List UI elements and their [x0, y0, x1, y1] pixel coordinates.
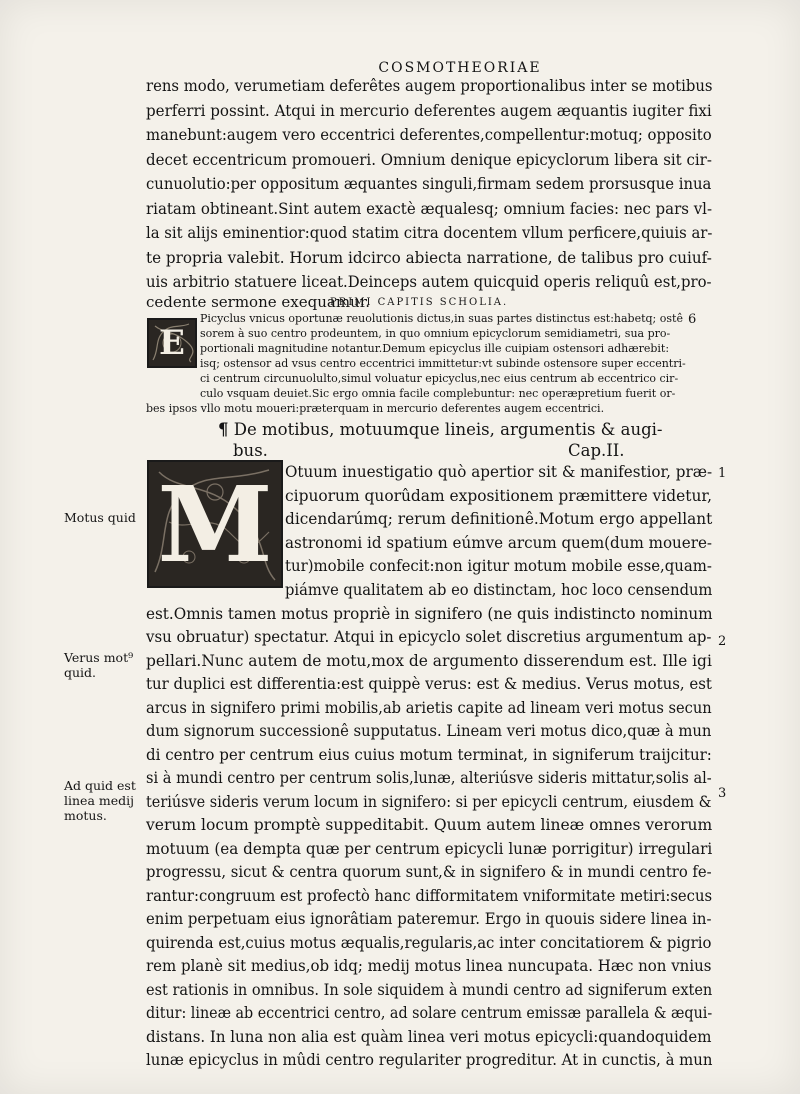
text-line: dicendarúmq; rerum definitionê.Motum ergo appellant — [285, 509, 713, 528]
scholia-line: sorem à suo centro prodeuntem, in quo omnium epicyclorum semidiametri, sua pro- — [200, 327, 671, 340]
scholia-line: isq; ostensor ad vsus centro eccentrici immittetur:vt subinde ostensore super eccentri- — [200, 357, 686, 370]
chapter-title — [218, 420, 663, 440]
text-line: vsu obruatur) spectatur. Atqui in epicyclo solet discretius argumentum ap- — [146, 627, 712, 646]
text-line: cunuolutio:per oppositum æquantes singuli,firmam sedem prorsusque inua — [146, 174, 712, 193]
decorated-initial-m — [147, 460, 283, 588]
chapter-label: Cap.II. — [568, 441, 625, 460]
margin-note-line: motus. — [64, 808, 107, 823]
pilcrow-icon: ¶ — [218, 420, 229, 439]
text-line: rem planè sit medius,ob idq; medij motus linea nuncupata. Hæc non vnius — [146, 956, 712, 975]
text-line: tur duplici est differentia:est quippè verus: est & medius. Verus motus, est — [146, 674, 712, 693]
text-line: Otuum inuestigatio quò apertior sit & manifestior, præ- — [285, 462, 713, 481]
running-header — [0, 60, 800, 76]
text-line: cedente sermone exequamur. — [146, 293, 370, 311]
text-line: te propria valebit. Horum idcirco abiecta narratione, de talibus pro cuiuf- — [146, 248, 712, 267]
text-line: progressu, sicut & centra quorum sunt,& in signifero & in mundi centro fe- — [146, 862, 712, 881]
text-line: enim perpetuam eius ignorâtiam pateremur. Ergo in quouis sidere linea in- — [146, 909, 712, 928]
margin-note-motus-quid: Motus quid — [64, 510, 136, 525]
text-line: decet eccentricum promoueri. Omnium denique epicyclorum libera sit cir- — [146, 150, 712, 169]
text-line: est.Omnis tamen motus propriè in signifero (ne quis indistincto nominum — [146, 604, 713, 623]
margin-number-2: 2 — [718, 634, 727, 649]
initial-letter: E — [159, 323, 185, 363]
text-line: motuum (ea dempta quæ per centrum epicycli lunæ porrigitur) irregulari — [146, 839, 713, 858]
text-line: uis arbitrio statuere liceat.Deinceps autem quicquid operis reliquû est,pro- — [146, 272, 712, 291]
text-line: est rationis in omnibus. In sole siquidem à mundi centro ad signiferum exten — [146, 980, 713, 999]
margin-note-line: Ad quid est — [64, 778, 136, 793]
scholia-line: Picyclus vnicus oportunæ reuolutionis dictus,in suas partes distinctus est:habetq; ostê — [200, 312, 683, 325]
text-line: rens modo, verumetiam deferêtes augem proportionalibus inter se motibus — [146, 76, 713, 95]
text-line: quirenda est,cuius motus æqualis,regularis,ac inter concitatiorem & pigrio — [146, 933, 712, 952]
margin-note-verus-motus — [64, 650, 133, 680]
text-line: si à mundi centro per centrum solis,lunæ, alteriúsve sideris mittatur,solis al- — [146, 768, 712, 787]
text-line: verum locum promptè suppeditabit. Quum autem lineæ omnes verorum — [146, 815, 713, 834]
scholia-line: culo vsquam deuiet.Sic ergo omnia facile complebuntur: nec operæpretium fuerit or- — [200, 387, 676, 400]
text-line: lunæ epicyclus in mûdi centro regulariter progreditur. At in cunctis, à mun — [146, 1050, 713, 1069]
scholia-line: portionali magnitudine notantur.Demum epicyclus ille cuipiam ostensori adhærebit: — [200, 342, 670, 355]
margin-note-line: Verus mot⁹ — [64, 650, 134, 665]
text-line: riatam obtineant.Sint autem exactè æqualesq; omnium facies: nec pars vl- — [146, 199, 713, 218]
margin-note-ad-quid — [64, 778, 136, 823]
margin-number-1: 1 — [718, 466, 727, 481]
text-line: di centro per centrum eius cuius motum terminat, in signiferum traijcitur: — [146, 745, 712, 764]
margin-note-line: linea medij — [64, 793, 134, 808]
text-line: ditur: lineæ ab eccentrici centro, ad solare centrum emissæ parallela & æqui- — [146, 1003, 713, 1022]
text-line: perferri possint. Atqui in mercurio deferentes augem æquantis iugiter fixi — [146, 101, 712, 120]
text-line: pellari.Nunc autem de motu,mox de argumento disserendum est. Ille igi — [146, 651, 712, 670]
chapter-title-text: De motibus, motuumque lineis, argumentis & augi- — [233, 420, 663, 439]
text-line: arcus in signifero primi mobilis,ab arietis capite ad lineam veri motus secun — [146, 698, 712, 717]
scholia-line: bes ipsos vllo motu moueri:præterquam in mercurio deferentes augem eccentrici. — [146, 402, 605, 415]
margin-number-3: 3 — [718, 786, 727, 801]
text-line: tur)mobile confecit:non igitur motum mobile esse,quam- — [285, 556, 712, 575]
chapter-title-cont: bus. — [233, 441, 268, 460]
margin-note-line: quid. — [64, 665, 97, 680]
margin-number-6: 6 — [688, 312, 697, 327]
text-line: astronomi id spatium eúmve arcum quem(dum mouere- — [285, 533, 713, 552]
decorated-initial-e — [147, 318, 197, 368]
text-line: teriúsve sideris verum locum in signifero: si per epicycli centrum, eiusdem & — [146, 792, 712, 811]
running-title: COSMOTHEORIAE — [378, 60, 542, 76]
scholia-heading: PRIMI CAPITIS SCHOLIA. — [330, 297, 509, 308]
text-line: cipuorum quorûdam expositionem præmittere videtur, — [285, 486, 713, 505]
text-line: rantur:congruum est profectò hanc difformitatem vniformitate metiri:secus — [146, 886, 713, 905]
text-line: manebunt:augem vero eccentrici deferentes,compellentur:motuq; opposito — [146, 125, 712, 144]
text-line: dum signorum successionê supputatus. Lineam veri motus dico,quæ à mun — [146, 721, 712, 740]
text-line: la sit alijs eminentior:quod statim citra docentem vllum perficere,quiuis ar- — [146, 223, 713, 242]
text-line: piámve qualitatem ab eo distinctam, hoc loco censendum — [285, 580, 713, 599]
scholia-line: ci centrum circunuolulto,simul voluatur epicyclus,nec eius centrum ab eccentrico cir- — [200, 372, 679, 385]
text-line: distans. In luna non alia est quàm linea veri motus epicycli:quandoquidem — [146, 1027, 712, 1046]
initial-letter: M — [157, 462, 273, 586]
